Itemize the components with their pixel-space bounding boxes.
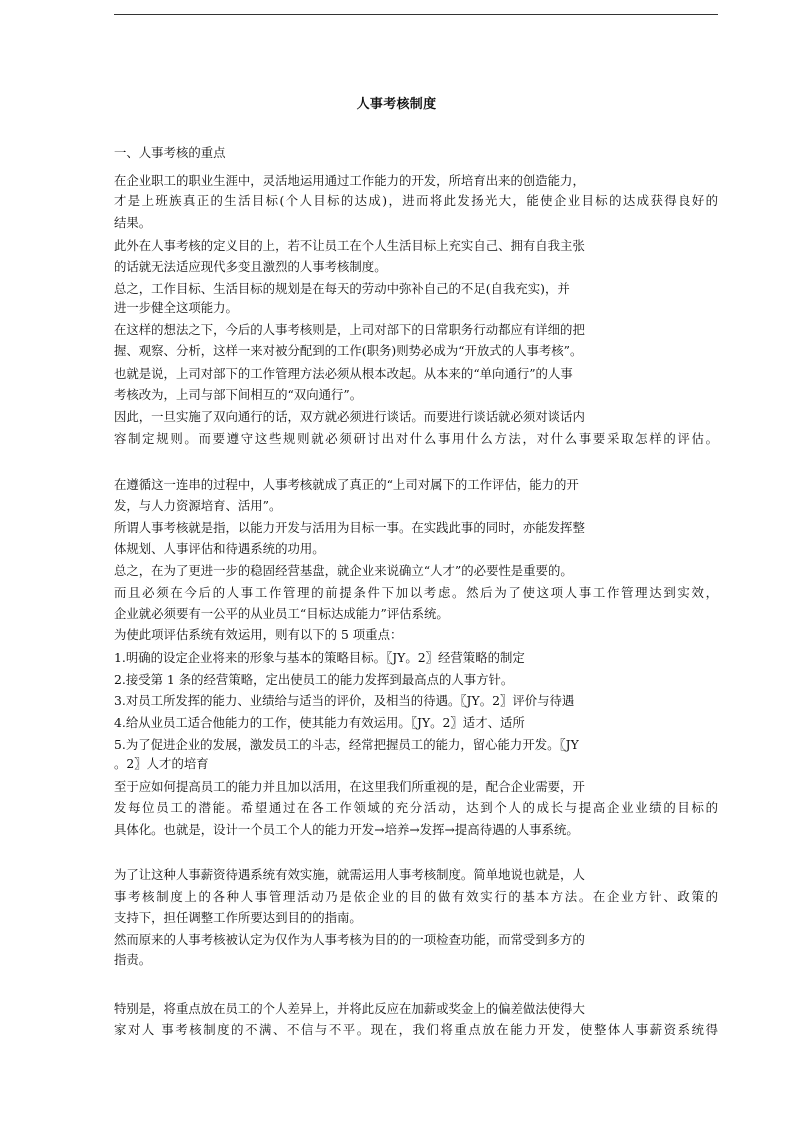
header-rule — [114, 14, 718, 15]
body-text-line: 结果。 — [114, 215, 152, 230]
body-text-line: 指责。 — [114, 952, 152, 967]
body-text-line: 容制定规则。而要遵守这些规则就必须研讨出对什么事用什么方法，对什么事要采取怎样的评估。 — [114, 431, 718, 446]
body-text-line: 体规划、人事评估和待遇系统的功用。 — [114, 541, 325, 556]
body-text-line: 总之，工作目标、生活目标的规划是在每天的劳动中弥补自己的不足(自我充实)，并 — [114, 281, 570, 296]
body-text-line: 在这样的想法之下，今后的人事考核则是，上司对部下的日常职务行动都应有详细的把 — [114, 322, 585, 337]
body-text-line: 在企业职工的职业生涯中，灵活地运用通过工作能力的开发，所培育出来的创造能力， — [114, 173, 585, 188]
body-text-line: 事考核制度上的各种人事管理活动乃是依企业的目的做有效实行的基本方法。在企业方针、政策的 — [114, 889, 718, 904]
body-text-line: 才是上班族真正的生活目标(个人目标的达成)，进而将此发扬光大，能使企业目标的达成获得良好的 — [114, 193, 718, 208]
body-text-line: 具体化。也就是，设计一个员工个人的能力开发→培养→发挥→提高待遇的人事系统。 — [114, 822, 579, 837]
body-text-line: 2.接受第 1 条的经营策略，定出使员工的能力发挥到最高点的人事方针。 — [114, 672, 514, 687]
body-text-line: 发每位员工的潜能。希望通过在各工作领域的充分活动，达到个人的成长与提高企业业绩的目标的 — [114, 800, 718, 815]
document-title: 人事考核制度 — [356, 97, 437, 112]
body-text-line: 的话就无法适应现代多变且激烈的人事考核制度。 — [114, 259, 387, 274]
body-text-line: 也就是说，上司对部下的工作管理方法必须从根本改起。从本来的“单向通行”的人事 — [114, 366, 573, 381]
body-text-line: 至于应如何提高员工的能力并且加以活用，在这里我们所重视的是，配合企业需要，开 — [114, 779, 585, 794]
body-text-line: 为了让这种人事薪资待遇系统有效实施，就需运用人事考核制度。简单地说也就是，人 — [114, 867, 585, 882]
body-text-line: 然而原来的人事考核被认定为仅作为人事考核为目的的一项检查功能，而常受到多方的 — [114, 932, 585, 947]
body-text-line: 进一步健全这项能力。 — [114, 300, 238, 315]
body-text-line: 考核改为，上司与部下间相互的“双向通行”。 — [114, 387, 363, 402]
section-heading: 一、人事考核的重点 — [114, 145, 226, 160]
body-text-line: 1.明确的设定企业将来的形象与基本的策略目标。〖JY。2〗经营策略的制定 — [114, 650, 525, 665]
body-text-line: 特别是，将重点放在员工的个人差异上，并将此反应在加薪或奖金上的偏差做法使得大 — [114, 1001, 585, 1016]
body-text-line: 企业就必须要有一公平的从业员工“目标达成能力”评估系统。 — [114, 606, 449, 621]
body-text-line: 支持下，担任调整工作所要达到目的的指南。 — [114, 910, 362, 925]
body-text-line: 家对人 事考核制度的不满、不信与不平。现在，我们将重点放在能力开发，使整体人事薪资系统得 — [114, 1022, 718, 1037]
body-text-line: 而且必须在今后的人事工作管理的前提条件下加以考虑。然后为了使这项人事工作管理达到实效， — [114, 585, 718, 600]
body-text-line: 发，与人力资源培育、活用”。 — [114, 498, 282, 513]
body-text-line: 4.给从业员工适合他能力的工作，使其能力有效运用。〖JY。2〗适才、适所 — [114, 715, 525, 730]
body-text-line: 在遵循这一连串的过程中，人事考核就成了真正的“上司对属下的工作评估，能力的开 — [114, 477, 579, 492]
body-text-line: 握、观察、分析，这样一来对被分配到的工作(职务)则势必成为“开放式的人事考核”。 — [114, 343, 583, 358]
body-text-line: 。2〗人才的培育 — [114, 756, 209, 771]
body-text-line: 为使此项评估系统有效运用，则有以下的 5 项重点： — [114, 627, 403, 642]
body-text-line: 所谓人事考核就是指，以能力开发与活用为目标一事。在实践此事的同时，亦能发挥整 — [114, 520, 585, 535]
body-text-line: 总之，在为了更进一步的稳固经营基盘，就企业来说确立“人才”的必要性是重要的。 — [114, 563, 573, 578]
body-text-line: 3.对员工所发挥的能力、业绩给与适当的评价，及相当的待遇。〖JY。2〗评价与待遇 — [114, 693, 575, 708]
body-text-line: 此外在人事考核的定义目的上，若不让员工在个人生活目标上充实自己、拥有自我主张 — [114, 238, 585, 253]
body-text-line: 因此，一旦实施了双向通行的话，双方就必须进行谈话。而要进行谈话就必须对谈话内 — [114, 409, 585, 424]
body-text-line: 5.为了促进企业的发展，激发员工的斗志，经常把握员工的能力，留心能力开发。〖JY — [114, 737, 579, 752]
